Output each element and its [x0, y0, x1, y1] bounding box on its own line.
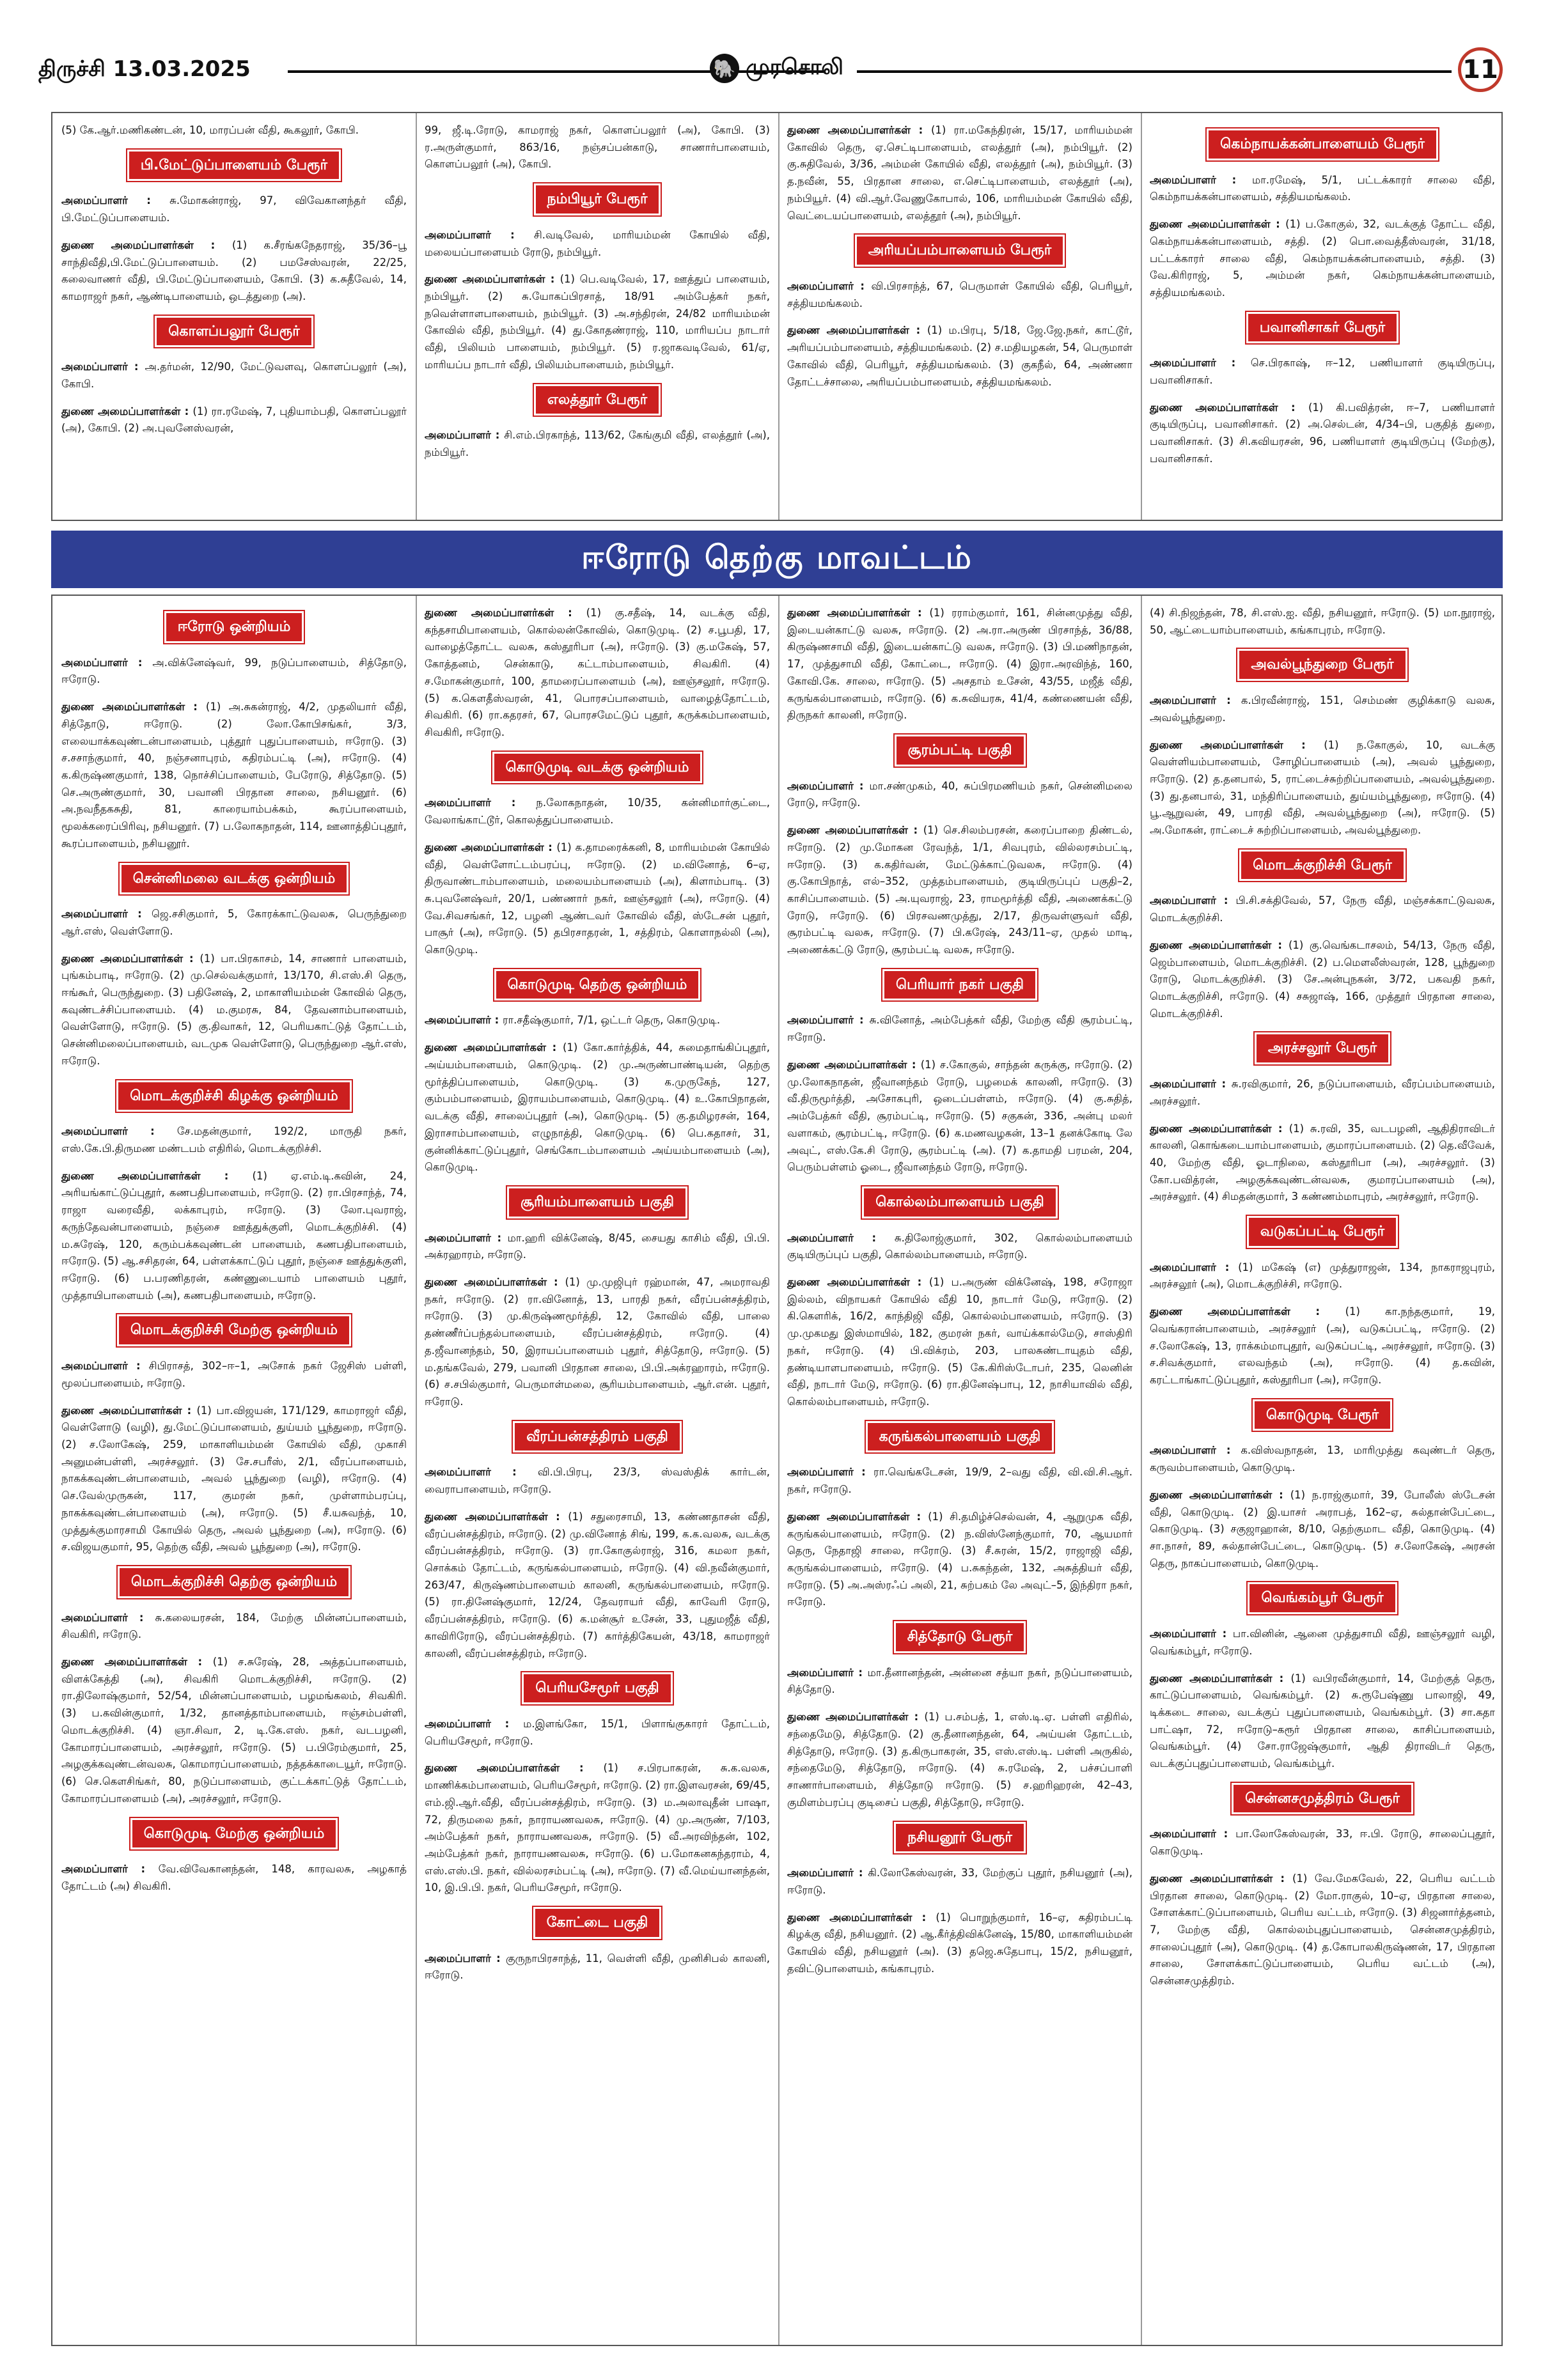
masthead-rule-right — [857, 70, 1452, 73]
role-label: துணை அமைப்பாளர்கள் : — [787, 607, 930, 619]
listing-paragraph — [787, 1230, 1132, 1264]
role-label: அமைப்பாளர் : — [787, 279, 872, 292]
role-label: அமைப்பாளர் : — [1150, 694, 1241, 707]
listing-text: மா.ரமேஷ், 5/1, பட்டக்காரர் சாலை வீதி, கெம்நாயக்கன்பாளையம், சத்தியமங்கலம். — [1150, 173, 1495, 203]
role-label: அமைப்பாளர் : — [1150, 1828, 1236, 1840]
listing-text: ஜெ.சசிகுமார், 5, கோரக்காட்டுவலசு, பெருந்துறை ஆர்.எஸ், வெள்ளோடு. — [61, 908, 407, 937]
listing-paragraph — [61, 1610, 407, 1644]
listing-paragraph — [1150, 1487, 1495, 1573]
listing-text: வே.விவேகானந்தன், 148, காரவலசு, அழகாத் தோட்டம் (அ) சிவகிரி. — [61, 1863, 407, 1892]
section-heading: எலத்தூர் பேரூர் — [534, 384, 661, 416]
top-section — [51, 112, 1503, 521]
role-label: அமைப்பாளர் : — [61, 194, 170, 207]
listing-paragraph — [425, 1760, 770, 1897]
role-label: அமைப்பாளர் : — [61, 1360, 149, 1373]
section-heading: கெம்நாயக்கன்பாளையம் பேரூர் — [1207, 128, 1438, 160]
role-label: துணை அமைப்பாளர்கள் : — [1150, 738, 1324, 751]
role-label: துணை அமைப்பாளர்கள் : — [425, 841, 557, 853]
section-heading: வீரப்பன்சத்திரம் பகுதி — [513, 1421, 682, 1453]
listing-text: (1) சி.தமிழ்ச்செல்வன், 4, ஆறுமுக வீதி, கருங்கல்பாளையம், ஈரோடு. (2) ந.விஸ்னேந்குமார், 70, ஆயமார் தெரு, நேதாஜி சாலை, ஈரோடு. (3) சீ.சுரன், 15/2, ராஜாஜி வீதி, கருங்கல்பாளையம், ஈரோடு. (4) ப.சுகந்தன், 132, அசுத்தியர் வீதி, ஈரோடு. (5) அ.அஸ்ரஃப் அலி, 21, சுற்பகம் லே அவுட்–5, இந்திரா நகர், ஈரோடு. — [787, 1510, 1133, 1608]
listing-paragraph — [425, 427, 770, 461]
listing-text: ம.இளங்கோ, 15/1, பிளாங்குகாரர் தோட்டம், பெரியசேமூர், ஈரோடு. — [425, 1717, 770, 1747]
listing-paragraph — [1150, 1626, 1495, 1660]
section-heading: அவல்பூந்துறை பேரூர் — [1237, 649, 1407, 681]
listing-paragraph — [61, 359, 407, 393]
listing-text: அ.விக்னேஷ்வர், 99, நடுப்பாளையம், சித்தோடு, ஈரோடு. — [61, 656, 407, 686]
role-label: அமைப்பாளர் : — [787, 1014, 870, 1027]
listing-text: (1) மகேஷ் (எ) முத்துராஜன், 134, நாகராஜபுரம், அரச்சலூர் (அ), மொடக்குறிச்சி, ஈரோடு. — [1150, 1261, 1495, 1291]
role-label: அமைப்பாளர் : — [61, 1611, 155, 1624]
role-label: அமைப்பாளர் : — [1150, 1078, 1232, 1091]
role-label: துணை அமைப்பாளர்கள் : — [425, 607, 586, 619]
bottom-column-2 — [425, 605, 770, 1995]
role-label: துணை அமைப்பாளர்கள் : — [1150, 1488, 1290, 1501]
role-label: அமைப்பாளர் : — [1150, 894, 1236, 907]
listing-text: (1) கி.பவித்ரன், ஈ–7, பணியாளர் குடியிருப்பு, பவானிசாகர். (2) அ.செல்டன், 4/34–பி, பகுதித் துறை, பவானிசாகர். (3) சி.கவியரசன், 96, பணியாளர் குடியிருப்பு (மேற்கு), பவானிசாகர். — [1150, 401, 1495, 465]
role-label: அமைப்பாளர் : — [1150, 1628, 1233, 1640]
listing-text: அ.தர்மன், 12/90, மேட்டுவளவு, கொளப்பலூர் (அ), கோபி. — [61, 361, 407, 390]
listing-paragraph — [425, 1716, 770, 1750]
listing-paragraph — [425, 1509, 770, 1662]
section-heading: ஈரோடு ஒன்றியம் — [164, 611, 304, 643]
page-number: 11 — [1458, 47, 1503, 92]
section-heading: மொடக்குறிச்சி தெற்கு ஒன்றியம் — [118, 1566, 350, 1598]
section-heading: நசியனூர் பேரூர் — [894, 1822, 1026, 1854]
listing-paragraph — [787, 322, 1132, 391]
listing-text: (1) மு.முஜிபுர் ரஹ்மான், 47, அமராவதி நகர், ஈரோடு. (2) ரா.வினோத், 13, பாரதி நகர், வீரப்பன்சத்திரம், ஈரோடு. (3) மு.கிருஷ்ணமூர்த்தி, 12, கோவில் வீதி, பாலை தண்ணீர்ப்பந்தல்பாளையம், வீரப்பன்சத்திரம், ஈரோடு. (4) த.ஜீவானந்தம், 50, இராயப்பாளையம் புதூர், சித்தோடு, ஈரோடு. (5) ம.தங்கவேல், 279, பவானி பிரதான சாலை, பி.பி.அக்ரஹாரம், ஈரோடு. (6) ச.சபில்குமார், பெருமாள்மலை, சூரியம்பாளையம், ஆர்.என். புதூர், ஈரோடு. — [425, 1276, 770, 1408]
listing-text: (1) செ.சிலம்பரசன், கரைப்பாறை திண்டல், ஈரோடு. (2) மு.மோகன ரேவந்த், 1/1, சிவபுரம், வில்லரசம்பட்டி, ஈரோடு. (3) க.கதிர்வன், மேட்டுக்காட்டுவலசு, ஈரோடு. (4) கு.கோபிநாத், எல்–352, முத்தம்பாளையம், குடியிருப்புப் பகுதி–2, காசிப்பாளையம். (5) அ.யுவராஜ், 23, ராமமூர்த்தி வீதி, அணைக்கட்டு ரோடு, ஈரோடு. (6) பிரசவணமுத்து, 2/17, திருவள்ளுவர் வீதி, சூரம்பட்டி வலசு, ஈரோடு. (7) பி.கரேஷ், 243/11–ஏ, முதல் மாடி, அணைக்கட்டு ரோடு, சூரம்பட்டி வலசு, ஈரோடு. — [787, 824, 1133, 956]
listing-text: (1) ச.பிரபாகரன், சு.க.வலசு, மாணிக்கம்பாளையம், பெரியசேமூர், ஈரோடு. (2) ரா.இளவரசன், 69/45, எம்.ஜி.ஆர்.வீதி, வீரப்பன்சத்திரம், ஈரோடு. (3) ம.அலாவுதீன் பாஷா, 72, திருமலை நகர், நாராயணவலசு, ஈரோடு. (4) மு.அருண், 7/103, அம்பேத்கர் நகர், நாராயணவலசு, ஈரோடு. (5) வீ.அரவிந்தன், 102, அம்பேத்கர் நகர், நாராயணவலசு, ஈரோடு. (6) ப.மோகனகந்தராம், 4, எஸ்.எஸ்.பி. நகர், வில்லரசம்பட்டி (அ), ஈரோடு. (7) வீ.மெய்யானந்தன், 10, இ.பி.பி. நகர், பெரியசேமூர், ஈரோடு. — [425, 1762, 770, 1894]
section-heading: நம்பியூர் பேரூர் — [534, 183, 661, 215]
role-label: அமைப்பாளர் : — [787, 779, 870, 792]
role-label: அமைப்பாளர் : — [425, 797, 537, 809]
role-label: துணை அமைப்பாளர்கள் : — [425, 273, 560, 286]
section-heading: கொடுமுடி வடக்கு ஒன்றியம் — [492, 752, 703, 784]
role-label: துணை அமைப்பாளர்கள் : — [787, 1510, 928, 1523]
role-label: துணை அமைப்பாளர்கள் : — [787, 1911, 936, 1924]
listing-paragraph — [61, 655, 407, 688]
listing-text: (1) பா.விஜயன், 171/129, காமராஜர் வீதி, வெள்ளோடு (வழி), து.மேட்டுப்பாளையம், துய்யம் பூந்துறை, ஈரோடு. (2) ச.லோகேஷ், 259, மாகாளியம்மன் கோயில் வீதி, முகாசி அனுமன்பள்ளி, அரச்சலூர். (3) சே.சபரீஸ், 2/1, வீரப்பாளையம், நாகக்கவுண்டன்பாளையம், அவல் பூந்துறை (வழி), ஈரோடு. (4) செ.வேல்முருகன், 117, குமரன் நகர், முள்ளாம்பரப்பு, நாகக்கவுண்டன்பாளையம் (அ), ஈரோடு. (5) சீ.யசுவந்த், 10, முத்துக்குமாரசாமி கோயில் தெரு, அவல் பூந்துறை (அ), ஈரோடு. (6) ச.விஜயகுமார், 95, தெற்கு வீதி, அவல் பூந்துறை (அ), ஈரோடு. — [61, 1404, 407, 1553]
listing-paragraph — [1150, 1670, 1495, 1773]
role-label: துணை அமைப்பாளர்கள் : — [61, 1404, 197, 1417]
section-heading: கருங்கல்பாளையம் பகுதி — [866, 1421, 1054, 1453]
role-label: அமைப்பாளர் : — [425, 1952, 506, 1964]
bottom-column-1 — [61, 605, 407, 1906]
section-heading: கொளப்பலூர் பேரூர் — [155, 316, 313, 348]
listing-text: பா.வினின், ஆனை முத்துசாமி வீதி, ஊஞ்சலூர் வழி, வெங்கம்பூர், ஈரோடு. — [1150, 1628, 1495, 1657]
listing-paragraph — [1150, 605, 1495, 639]
role-label: துணை அமைப்பாளர்கள் : — [61, 701, 206, 713]
listing-text: ந.லோகநாதன், 10/35, கன்னிமார்குட்டை, வேலாங்காட்டூர், கொலத்துப்பாளையம். — [425, 797, 770, 827]
section-heading: பவானிசாகர் பேரூர் — [1246, 312, 1398, 344]
listing-text: வி.பி.பிரபு, 23/3, ஸ்வஸ்திக் கார்டன், வைராபாளையம், ஈரோடு. — [425, 1466, 770, 1496]
listing-paragraph — [1150, 172, 1495, 206]
role-label: துணை அமைப்பாளர்கள் : — [787, 1058, 921, 1071]
listing-text: (1) ச.சுரேஷ், 28, அத்தப்பாளையம், விளக்கேத்தி (அ), சிவகிரி மொடக்குறிச்சி, ஈரோடு. (2) ரா.திலோஷ்குமார், 52/54, மின்னப்பாளையம், பழமங்கலம், சிவகிரி. (3) ப.கவின்குமார், 1/32, தானத்தாம்பாளையம், ஈஞ்சம்பள்ளி, மொடக்குறிச்சி. (4) ஞா.சிவா, 2, டி.கே.எஸ். நகர், வடபழனி, கோமாரப்பாளையம், அரச்சலூர், ஈரோடு. (5) ப.பிரேம்குமார், 25, அழகுக்கவுண்டன்வலசு, கொமாரப்பாளையம், நத்தக்காடையூர், ஈரோடு. (6) செ.கௌசிங்கர், 80, நடுப்பாளையம், குட்டக்காட்டுத் தோட்டம், கோமாரப்பாளையம் (அ), அரச்சலூர், ஈரோடு. — [61, 1656, 407, 1805]
top-column-1 — [61, 122, 407, 447]
listing-text: சு.திலோஜ்குமார், 302, கொல்லம்பாளையம் குடியிருப்புப் பகுதி, கொல்லம்பாளையம், ஈரோடு. — [787, 1231, 1132, 1261]
role-label: துணை அமைப்பாளர்கள் : — [787, 324, 927, 337]
listing-paragraph — [61, 1403, 407, 1556]
listing-text: (1) ப.அருண் விக்னேஷ், 198, சரோஜா இல்லம், விநாயகர் கோயில் வீதி 10, நாடார் மேடு, ஈரோடு. (2) கி.கௌரிக், 16/2, காந்திஜி வீதி, கொல்லம்பாளையம், ஈரோடு. (3) மு.முகமது இஸ்மாயில், 182, குமரன் நகர், வாய்க்கால்மேடு, சாஸ்திரி நகர், ஈரோடு. (4) பி.விக்ரம், 203, பாலசுண்டாயுதம் வீதி, தண்டியாளபாளையம், ஈரோடு. (5) கே.கிரிஸ்டோபர், 235, லெனின் வீதி, நாடார் மேடு, ஈரோடு. (6) ரா.தினேஷ்பாபு, 12, நாசியாவில் வீதி, கொல்லம்பாளையம், ஈரோடு. — [787, 1276, 1132, 1408]
listing-paragraph — [61, 1654, 407, 1807]
role-label: அமைப்பாளர் : — [61, 1863, 159, 1876]
section-heading: கொடுமுடி மேற்கு ஒன்றியம் — [130, 1818, 338, 1850]
listing-text: (1) ம.பிரபு, 5/18, ஜே.ஜே.நகர், காட்டூர், அரியப்பம்பாளையம், சத்தியமங்கலம். (2) ச.மதியழகன், 54, பெருமாள் கோவில் வீதி, பெரியூர், சத்தியமங்கலம். (3) குகநீல், 64, அண்ணா தோட்டச்சாலை, அரியப்பம்பாளையம், சத்தியமங்கலம். — [787, 324, 1132, 388]
role-label: அமைப்பாளர் : — [61, 656, 153, 669]
section-heading: கொடுமுடி பேரூர் — [1253, 1399, 1392, 1431]
listing-text: (1) பொறுந்குமார், 16–ஏ, கதிரம்பட்டி கிழக்கு வீதி, நசியனூர். (2) ஆ.கீர்த்திவிக்னேஷ், 15/80, மாகாளியம்மன் கோயில் வீதி, நசியனூர் (அ). (3) தஜெ.சுதேபாபு, 15/2, நசியனூர், தவிட்டுபாளையம், கங்காபுரம். — [787, 1911, 1133, 1975]
role-label: துணை அமைப்பாளர்கள் : — [61, 405, 193, 417]
listing-paragraph — [61, 951, 407, 1070]
section-heading: கோட்டை பகுதி — [533, 1907, 662, 1939]
listing-paragraph — [787, 1509, 1132, 1611]
listing-paragraph — [61, 1861, 407, 1895]
newspaper-logo — [710, 54, 843, 83]
listing-paragraph — [61, 403, 407, 437]
listing-text: சு.ரவிகுமார், 26, நடுப்பாளையம், வீரப்பம்பாளையம், அரச்சலூர். — [1150, 1078, 1495, 1107]
listing-text: பா.லோகேஸ்வரன், 33, ஈ.பி. ரோடு, சாலைப்புதூர், கொடுமுடி. — [1150, 1828, 1495, 1858]
listing-text: (1) பா.பிரகாசம், 14, சாணார் பாளையம், புங்கம்பாடி, ஈரோடு. (2) மு.செல்வக்குமார், 13/170, சி.எஸ்.சி தெரு, ஈங்கூர், பெருந்துறை. (3) பதினேஷ், 2, மாகாளியம்மன் கோவில் தெரு, கவுண்டச்சிப்பாளையம். (4) ம.குமரசு, 84, தேவனாம்பாளையம், வெள்ளோடு, ஈரோடு. (5) கு.திவாகர், 12, பெரியகாட்டுத் தோட்டம், சென்னிமலைப்பாளையம், வடமுக வெள்ளோடு, பெருந்துறை ஆர்.எஸ், ஈரோடு. — [61, 952, 407, 1067]
listing-text: சே.மதன்குமார், 192/2, மாருதி நகர், எஸ்.கே.பி.திருமண மண்டபம் எதிரில், மொடக்குறிச்சி. — [61, 1125, 407, 1155]
role-label: துணை அமைப்பாளர்கள் : — [425, 1276, 565, 1288]
listing-paragraph — [1150, 1442, 1495, 1476]
section-heading: வெங்கம்பூர் பேரூர் — [1248, 1582, 1397, 1614]
section-heading: அரச்சலூர் பேரூர் — [1255, 1032, 1390, 1064]
listing-paragraph — [787, 822, 1132, 959]
listing-paragraph — [787, 1665, 1132, 1699]
role-label: துணை அமைப்பாளர்கள் : — [425, 1510, 568, 1523]
role-label: அமைப்பாளர் : — [1150, 1261, 1239, 1273]
section-heading: மொடக்குறிச்சி மேற்கு ஒன்றியம் — [117, 1314, 351, 1346]
listing-paragraph — [425, 122, 770, 173]
column-divider — [1141, 113, 1142, 520]
column-divider — [416, 113, 417, 520]
listing-paragraph — [61, 1358, 407, 1392]
listing-paragraph — [425, 1012, 770, 1029]
role-label: துணை அமைப்பாளர்கள் : — [61, 238, 232, 251]
role-label: துணை அமைப்பாளர்கள் : — [61, 1169, 253, 1182]
listing-text: (1) வபிரவீன்குமார், 14, மேற்குத் தெரு, காட்டுப்பாளையம், வெங்கம்பூர். (2) சு.ரூபேஷ்ணு பாலாஜி, 49, டிக்கடை சாலை, வடக்குப் புதுப்பாளையம், வெங்கம்பூர். (3) சா.கதா பாட்ஷா, 72, ஈரோடு–கரூர் பிரதான சாலை, காசிப்பாளையம், வெங்கம்பூர். (4) சோ.ராஜேஷ்குமார், ஆதி திராவிடர் தெரு, வடக்குப்புதுப்பாளையம், வெங்கம்பூர். — [1150, 1672, 1495, 1770]
listing-text: (1) சு.ரவி, 35, வடபழனி, ஆதிதிராவிடர் காலனி, கொங்கடையாம்பாளையம், குமாரப்பாளையம். (2) தெ.வீவேக், 40, மேற்கு வீதி, ஓடாநிலை, கஸ்தூரிபா (அ), அரச்சலூர். (3) கோ.பவித்ரன், அழகுக்கவுண்டன்வலசு, குமாரப்பாளையம் (அ), அரச்சலூர். (4) சிமதன்குமார், 3 கண்ணம்மாபுரம், அரச்சலூர், ஈரோடு. — [1150, 1122, 1495, 1203]
role-label: அமைப்பாளர் : — [787, 1231, 895, 1244]
listing-text: (1) க.சீரங்கநேதராஜ், 35/36–பூ சாந்திவீதி,பி.மேட்டுப்பாளையம். (2) பமசேஸ்வரன், 22/25, கலைவாணர் வீதி, பி.மேட்டுப்பாளையம், கோபி. (3) க.சுதீவேல், 14, காமராஜர் நகர், ஆண்டிபாளையம், ஒடத்துறை (அ). — [61, 238, 407, 302]
listing-paragraph — [61, 906, 407, 940]
listing-paragraph — [425, 795, 770, 828]
listing-paragraph — [425, 227, 770, 261]
listing-paragraph — [1150, 355, 1495, 389]
listing-text: (1) கோ.கார்த்திக், 44, சுமைதாங்கிப்புதூர், அய்யம்பாளையம், கொடுமுடி. (2) மு.அருண்பாண்டியன், தெற்கு மூர்த்திப்பாளையம், கொடுமுடி. (3) க.முருகேந், 127, கும்பம்பாளையம், இராயம்பாளையம், கொடுமுடி. (4) உ.கோபிநாதன், வடக்கு வீதி, சாலைப்புதூர் (அ), கொடுமுடி. (5) கு.தமிழரசன், 164, இராசாம்பாளையம், எழுநாத்தி, கொடுமுடி. (6) பெ.கதாசர், 31, குன்னிக்காட்டுப்புதூர், செங்கோடம்பாளையம் அய்யம்பாளையம் (அ), கொடுமுடி. — [425, 1041, 770, 1174]
role-label: அமைப்பாளர் : — [425, 1231, 508, 1244]
listing-paragraph — [1150, 1303, 1495, 1389]
section-heading: பி.மேட்டுப்பாளையம் பேரூர் — [127, 150, 341, 182]
listing-text: (1) ப.கோகுல், 32, வடக்குத் தோட்ட வீதி, கெம்நாயக்கன்பாளையம், சத்தி. (2) பொ.வைத்தீஸ்வரன், 31/18, பட்டக்காரர் சாலை வீதி, கெம்நாயக்கன்பாளையம், சத்தி. (3) வே.கிரிராஜ், 5, அம்மன் நகர், கெம்நாயக்கன்பாளையம், சத்தியமங்கலம். — [1150, 218, 1496, 299]
listing-text: (1) வே.மேகவேல், 22, பெரிய வட்டம் பிரதான சாலை, கொடுமுடி. (2) மோ.ராகுல், 10–ஏ, பிரதான சாலை, சோளக்காட்டுப்பாளையம், பெரிய வட்டம், ஈரோடு. (3) சிஜனார்த்தனம், 7, மேற்கு வீதி, கொல்லம்புதுப்பாளையம், சென்னசமுத்திரம், சாலைப்புதூர் (அ), கொடுமுடி. (4) த.கோபாலகிருஷ்ணன், 17, பிரதான சாலை, சோளக்காட்டுப்பாளையம், பெரிய வட்டம் (அ), சென்னசமுத்திரம். — [1150, 1872, 1495, 1987]
district-banner: ஈரோடு தெற்கு மாவட்டம் — [51, 531, 1503, 588]
listing-paragraph — [1150, 1871, 1495, 1990]
section-heading: சென்னசமுத்திரம் பேரூர் — [1232, 1783, 1413, 1815]
role-label: துணை அமைப்பாளர்கள் : — [1150, 1305, 1345, 1318]
listing-paragraph — [787, 1057, 1132, 1176]
role-label: அமைப்பாளர் : — [1150, 357, 1251, 369]
listing-text: குருநாபிரசாந்த், 11, வெள்ளி வீதி, முனிசிபல் காலனி, ஈரோடு. — [425, 1952, 770, 1982]
listing-text: (1) ந.கோகுல், 10, வடக்கு வெள்ளியம்பாளையம், சோழிப்பாளையம் (அ), அவல் பூந்துறை, ஈரோடு. (2) த.தனபால், 5, ராட்டைச்சுற்றிப்பாளையம், அவல்பூந்துறை. (3) து.தனபால், 31, மந்திரிப்பாளையம், துய்யம்பூந்துறை, ஈரோடு. (4) பூ.ஆறுவன், 49, பாரதி வீதி, அவல்பூந்துறை (அ), ஈரோடு. (5) அ.மோகன், ராட்டைச் சுற்றிப்பாளையம், அவல்பூந்துறை. — [1150, 738, 1496, 837]
role-label: துணை அமைப்பாளர்கள் : — [425, 1762, 604, 1775]
bottom-column-4 — [1150, 605, 1495, 2000]
column-divider — [416, 596, 417, 2345]
role-label: அமைப்பாளர் : — [425, 228, 534, 241]
listing-text: (1) ச.கோகுல், சாந்தன் கருக்கு, ஈரோடு. (2) மு.லோகநாதன், ஜீவானந்தம் ரோடு, பழமைக் காலனி, ஈரோடு. (3) வீ.திருமூர்த்தி, அசோகபுரி, ஒடைப்பள்ளம், ஈரோடு. (4) கு.சுதித், அம்பேத்கர் வீதி, சூரம்பட்டி, ஈரோடு. (5) சகுகன், 336, அன்பு மலர் வளாகம், சூரம்பட்டி, ஈரோடு. (6) க.மணவழகன், 13–1 தனக்கோடி லே அவுட், எஸ்.கே.சி ரோடு, சூரம்பட்டி (அ). (7) க.தாமதி பரமன், 204, பெரும்பள்ளம் ஓடை, ஜீவானந்தம் ரோடு, ஈரோடு. — [787, 1058, 1132, 1174]
column-divider — [778, 596, 779, 2345]
edition-date: திருச்சி 13.03.2025 — [38, 56, 251, 82]
listing-text: கி.லோகேஸ்வரன், 33, மேற்குப் புதூர், நசியனூர் (அ), ஈரோடு. — [787, 1867, 1132, 1896]
listing-text: (1) கா.நந்தகுமார், 19, வெங்கரான்பாளையம், அரச்சலூர் (அ), வடுகப்பட்டி, ஈரோடு. (2) ச.லோகேஷ், 13, ராக்கம்மாபுதூர், வடுகப்பட்டி, அரச்சலூர், ஈரோடு. (3) ச.சிவக்குமார், எலவந்தம் (அ), ஈரோடு. (4) த.கவின், கரட்டாங்காட்டுப்புதூர், கஸ்தூரிபா (அ), ஈரோடு. — [1150, 1305, 1495, 1387]
listing-paragraph — [61, 699, 407, 852]
listing-paragraph — [787, 1012, 1132, 1046]
role-label: துணை அமைப்பாளர்கள் : — [787, 1711, 925, 1723]
listing-paragraph — [425, 1950, 770, 1984]
listing-paragraph — [425, 1230, 770, 1264]
listing-text: மா.தீனானந்தன், அன்னை சத்யா நகர், நடுப்பாளையம், சித்தோடு. — [787, 1666, 1132, 1696]
section-heading: சித்தோடு பேரூர் — [894, 1621, 1026, 1653]
listing-text: (5) கே.ஆர்.மணிகண்டன், 10, மாரப்பன் வீதி, கூகலூர், கோபி. — [61, 124, 359, 136]
listing-paragraph — [787, 1909, 1132, 1978]
listing-text: 99, ஜீ.டி.ரோடு, காமராஜ் நகர், கொளப்பலூர் (அ), கோபி. (3) ர.அருள்குமார், 863/16, நஞ்சப்பன்காடு, சாணார்பாளையம், கொளப்பலூர் (அ), கோபி. — [425, 124, 770, 171]
bottom-section — [51, 595, 1503, 2346]
role-label: துணை அமைப்பாளர்கள் : — [61, 1656, 213, 1668]
role-label: அமைப்பாளர் : — [61, 361, 145, 373]
listing-paragraph — [1150, 937, 1495, 1023]
section-heading: அரியப்பம்பாளையம் பேரூர் — [855, 235, 1065, 267]
listing-paragraph — [425, 1039, 770, 1176]
listing-text: ரா.சதீஷ்குமார், 7/1, ஒட்டர் தெரு, கொடுமுடி. — [503, 1014, 721, 1027]
listing-text: க.விஸ்வநாதன், 13, மாரிமுத்து கவுண்டர் தெரு, கருவம்பாளையம், கொடுமுடி. — [1150, 1444, 1495, 1474]
role-label: அமைப்பாளர் : — [425, 1466, 538, 1479]
listing-text: (1) ஏ.எம்.டி.கவின், 24, அரியங்காட்டுப்புதூர், கணபதிபாளையம், ஈரோடு. (2) ரா.பிரசாந்த், 74, ராஜா வரைவீதி, லக்காபுரம், ஈரோடு. (3) லோ.புவராஜ், கருந்தேவன்பாளையம், நஞ்சை ஊத்துக்குளி, மொடக்குறிச்சி. (4) ம.சுரேஷ், 120, கரும்பக்கவுண்டன் பாளையம், கணபதிபாளையம், ஈரோடு. (5) ஆ.சசிதரன், 64, பள்ளக்காட்டுப் புதூர், நஞ்சை ஊத்துக்குளி, ஈரோடு. (6) ப.பரணிதரன், கண்ணுடையாம் பாளையம் புதூர், முத்தாயிபாளையம் (அ), கணபதிபாளையம், ஈரோடு. — [61, 1169, 407, 1302]
listing-paragraph — [425, 271, 770, 373]
listing-text: (1) ப.சம்பத், 1, எஸ்.டி.ஏ. பள்ளி எதிரில், சந்தைமேடு, சித்தோடு. (2) கு.தீனானந்தன், 64, அய்யன் தோட்டம், சித்தோடு, ஈரோடு. (3) த.கிருபாகரன், 35, எஸ்.எஸ்.டி. பள்ளி அருகில், சந்தைமேடு, சித்தோடு, ஈரோடு. (4) சு.ரமேஷ், 2, பச்சப்பாளி சாணார்பாளையம், சித்தோடு ஈரோடு. (5) ச.ஹரிஹரன், 42–43, குமிளம்பரப்பு குடிசைப் பகுதி, சித்தோடு, ஈரோடு. — [787, 1711, 1132, 1808]
listing-paragraph — [787, 1865, 1132, 1899]
listing-text: (4) சி.நிஜந்தன், 78, சி.எஸ்.ஐ. வீதி, நசியனூர், ஈரோடு. (5) மா.நூராஜ், 50, ஆட்டையாம்பாளையம், கங்காபுரம், ஈரோடு. — [1150, 607, 1495, 636]
listing-text: சு.மோகன்ராஜ், 97, விவேகானந்தர் வீதி, பி.மேட்டுப்பாளையம். — [61, 194, 407, 224]
bottom-column-3 — [787, 605, 1132, 1987]
listing-text: சிபிராசத், 302–ஈ–1, அசோக் நகர் ஜேசிஸ் பள்ளி, மூலப்பாளையம், ஈரோடு. — [61, 1360, 407, 1389]
listing-text: (1) ரா.மகேந்திரன், 15/17, மாரியம்மன் கோவில் தெரு, ஏ.செட்டிபாளையம், எலத்தூர் (அ), நம்பியூர். (2) கு.சுதிவேல், 3/36, அம்மன் கோயில் வீதி, எலத்தூர் (அ), நம்பியூர். (3) த.நவீன், 55, பிரதான சாலை, எ.செட்டிபாளையம், எலத்தூர் (அ), நம்பியூர். (4) வி.ஆர்.வேணுகோபால், 106, மாரியம்மன் கோயில் வீதி, வெட்டையப்பாளையம், எலத்தூர் (அ), நம்பியூர். — [787, 124, 1132, 222]
listing-paragraph — [1150, 1826, 1495, 1860]
listing-text: க.பிரவீன்ராஜ், 151, செம்மண் குழிக்காடு வலசு, அவல்பூந்துறை. — [1150, 694, 1495, 724]
section-heading: பெரியார் நகர் பகுதி — [882, 969, 1037, 1001]
role-label: அமைப்பாளர் : — [1150, 1444, 1241, 1457]
listing-text: (1) ரராம்குமார், 161, சின்னமுத்து வீதி, இடையன்காட்டு வலசு, ஈரோடு. (2) அ.ரா.அருண் பிரசாந்த், 36/88, கிருஷ்ணசாமி வீதி, இடையன்காட்டு வலசு, ஈரோடு. (3) பி.மணிநாதன், 17, முத்துசாமி வீதி, கோட்டை, ஈரோடு. (4) இரா.அரவிந்த், 160, கோவி.கே. சாலை, ஈரோடு. (5) அசதாம் உசேன், 43/55, மஜீத் வீதி, கருங்கல்பாளையம், ஈரோடு. (6) க.சுவியரசு, 41/4, கண்ணையன் வீதி, திருநகர் காலனி, ஈரோடு. — [787, 607, 1132, 722]
role-label: அமைப்பாளர் : — [425, 1014, 503, 1027]
top-column-4 — [1150, 122, 1495, 478]
listing-text: மா.சண்முகம், 40, சுப்பிரமணியம் நகர், சென்னிமலை ரோடு, ஈரோடு. — [787, 779, 1132, 809]
section-heading: பெரியசேமூர் பகுதி — [522, 1672, 672, 1704]
listing-paragraph — [787, 278, 1132, 312]
section-heading: மொடக்குறிச்சி கிழக்கு ஒன்றியம் — [116, 1080, 351, 1112]
section-heading: சூரியம்பாளையம் பகுதி — [507, 1186, 687, 1218]
listing-text: சு.கலையரசன், 184, மேற்கு மின்னப்பாளையம், சிவகிரி, ஈரோடு. — [61, 1611, 407, 1641]
role-label: துணை அமைப்பாளர்கள் : — [1150, 1872, 1292, 1885]
listing-paragraph — [61, 122, 407, 139]
role-label: துணை அமைப்பாளர்கள் : — [1150, 1122, 1289, 1135]
listing-paragraph — [1150, 1076, 1495, 1110]
listing-text: சு.வினோத், அம்பேத்கர் வீதி, மேற்கு வீதி சூரம்பட்டி, ஈரோடு. — [787, 1014, 1132, 1044]
listing-paragraph — [61, 1168, 407, 1305]
listing-text: (1) கு.சதீஷ், 14, வடக்கு வீதி, கந்தசாமிபாளையம், கொல்லன்கோவில், கொடுமுடி. (2) ச.பூபதி, 17, வாழைத்தோட்ட வலசு, கஸ்தூரிபா (அ), ஈரோடு. (3) கு.மகேஷ், 57, கோத்தனம், சென்காடு, கட்டாம்பாளையம், சிவகிரி. (4) ச.மோகன்குமார், 100, தாமரைப்பாளையம் (அ), ஊஞ்சலூர், ஈரோடு. (5) க.கௌதீஸ்வரன், 41, பொரசப்பாளையம், வாழைத்தோட்டம், சிவகிரி. (6) ரா.கதரசர், 67, பொரசமேட்டுப் புதூர், கருக்கம்பாளையம், சிவகிரி, ஈரோடு. — [425, 607, 770, 739]
section-heading: கொல்லம்பாளையம் பகுதி — [862, 1186, 1058, 1218]
section-heading: மொடக்குறிச்சி பேரூர் — [1239, 850, 1405, 882]
top-column-3 — [787, 122, 1132, 401]
listing-text: (1) அ.சுகன்ராஜ், 4/2, முதலியார் வீதி, சித்தோடு, ஈரோடு. (2) லோ.கோபிசங்கர், 3/3, எலையாக்கவுண்டன்பாளையம், புத்தூர் புதுப்பாளையம், ஈரோடு. (3) ச.சசாந்குமார், 40, நஞ்சனாபுரம், கதிரம்பட்டி (அ), ஈரோடு. (4) க.கிருஷ்ணகுமார், 138, நொச்சிப்பாளையம், பேரோடு, சித்தோடு. (5) செ.அருண்குமார், 30, பவானி பிரதான சாலை, நசியனூர். (6) அ.நவநீதகசுதி, 81, காரையாம்பக்கம், கூரப்பாளையம், மூலக்கரைப்பிரிவு, நசியனூர். (7) ப.லோகநாதன், 114, ஊனாத்திப்புதூர், கூரப்பாளையம், நசியனூர். — [61, 701, 407, 850]
listing-text: பி.சி.சக்திவேல், 57, நேரு வீதி, மஞ்சக்காட்டுவலசு, மொடக்குறிச்சி. — [1150, 894, 1495, 924]
listing-paragraph — [1150, 692, 1495, 726]
column-divider — [778, 113, 779, 520]
listing-paragraph — [787, 1464, 1132, 1498]
listing-paragraph — [787, 1274, 1132, 1411]
section-heading: சென்னிமலை வடக்கு ஒன்றியம் — [120, 863, 349, 895]
listing-paragraph — [425, 1274, 770, 1411]
masthead — [38, 51, 1503, 102]
listing-paragraph — [61, 192, 407, 226]
listing-text: ரா.வெங்கடேசன், 19/9, 2–வது வீதி, வி.வி.சி.ஆர். நகர், ஈரோடு. — [787, 1466, 1132, 1496]
section-heading: வடுகப்பட்டி பேரூர் — [1247, 1216, 1398, 1248]
listing-paragraph — [1150, 400, 1495, 468]
listing-paragraph — [425, 605, 770, 742]
listing-paragraph — [425, 1464, 770, 1498]
listing-paragraph — [1150, 216, 1495, 302]
role-label: துணை அமைப்பாளர்கள் : — [787, 824, 923, 837]
listing-text: (1) சதுரைசாமி, 13, கண்ணதாசன் வீதி, வீரப்பன்சத்திரம், ஈரோடு. (2) மு.வினோத் சிங், 199, க.க.வலசு, வடக்கு வீரப்பன்சத்திரம், ஈரோடு. (3) ரா.கோகுல்ராஜ், 316, கமலா நகர், சொக்கம் தோட்டம், கருங்கல்பாளையம், ஈரோடு. (4) வி.நவீன்குமார், 263/47, கிருஷ்ணம்பாளையம் காலனி, கருங்கல்பாளையம், ஈரோடு. (5) ரா.தினேஷ்குமார், 12/24, தேவராயர் வீதி, காவேரி ரோடு, வீரப்பன்சத்திரம், ஈரோடு. (6) க.மன்சூர் உசேன், 33, புதுமஜீத் வீதி, காவிரிரோடு, வீரப்பன்சத்திரம். (7) கார்த்திகேயன், 43/18, காமராஜர் காலனி, வீரப்பன்சத்திரம், ஈரோடு. — [425, 1510, 771, 1660]
section-heading: கொடுமுடி தெற்கு ஒன்றியம் — [494, 969, 701, 1001]
listing-paragraph — [1150, 1259, 1495, 1293]
role-label: அமைப்பாளர் : — [787, 1466, 874, 1479]
role-label: துணை அமைப்பாளர்கள் : — [787, 1276, 929, 1288]
listing-text: வி.பிரசாந்த், 67, பெருமாள் கோயில் வீதி, பெரியூர், சத்தியமங்கலம். — [787, 279, 1132, 309]
role-label: அமைப்பாளர் : — [787, 1666, 868, 1679]
elephant-icon: 🐘 — [710, 54, 739, 83]
role-label: அமைப்பாளர் : — [1150, 173, 1252, 186]
listing-text: (1) பெ.வடிவேல், 17, ஊத்துப் பாளையம், நம்பியூர். (2) சு.யோகப்பிரசாத், 18/91 அம்பேத்கர் நகர், நவெள்ளாளபாளையம், நம்பியூர். (3) அ.சந்திரன், 24/82 மாரியம்மன் கோவில் வீதி, நம்பியூர். (4) து.கோதண்ராஜ், 110, மாரியப்ப நாடார் வீதி, பிலியம் பாளையம், நம்பியூர். (5) ர.ஜாகவடிவேல், 61/ஏ, மாரியப்ப நாடார் வீதி, பிலியம்பாளையம், நம்பியூர். — [425, 273, 770, 371]
role-label: அமைப்பாளர் : — [61, 908, 152, 921]
listing-paragraph — [61, 1123, 407, 1157]
listing-text: சி.வடிவேல், மாரியம்மன் கோயில் வீதி, மலையப்பாளையம் ரோடு, நம்பியூர். — [425, 228, 770, 258]
newspaper-name: முரசொலி — [746, 54, 843, 80]
role-label: துணை அமைப்பாளர்கள் : — [61, 952, 200, 965]
listing-text: செ.பிரகாஷ், ஈ–12, பணியாளர் குடியிருப்பு, பவானிசாகர். — [1150, 357, 1495, 386]
role-label: துணை அமைப்பாளர்கள் : — [425, 1041, 563, 1054]
listing-paragraph — [787, 122, 1132, 224]
role-label: துணை அமைப்பாளர்கள் : — [1150, 1672, 1291, 1684]
section-heading: சூரம்பட்டி பகுதி — [895, 735, 1026, 766]
listing-text: (1) க.தாமரைக்கனி, 8, மாரியம்மன் கோயில் வீதி, வெள்ளோட்டம்பரப்பு, ஈரோடு. (2) ம.வினோத், 6–ஏ, திருவாண்டாம்பாளையம், மலையம்பாளையம் (அ), கிளாம்பாடி. (3) சு.புவனேஷ்வர், 20/1, பண்ணார் நகர், ஊஞ்சலூர் (அ), ஈரோடு. (4) வே.சிவசங்கர், 12, பழனி ஆண்டவர் கோவில் வீதி, ஸ்டேசன் புதூர், பாசூர் (அ), ஈரோடு. (5) தபிரசாதரன், 1, சத்திரம், கொளாநல்லி (அ), கொடுமுடி. — [425, 841, 771, 956]
role-label: அமைப்பாளர் : — [425, 429, 505, 442]
listing-text: (1) ரா.ரமேஷ், 7, புதியாம்பதி, கொளப்பலூர் (அ), கோபி. (2) அ.புவனேஸ்வரன், — [61, 405, 407, 435]
role-label: துணை அமைப்பாளர்கள் : — [1150, 401, 1308, 414]
listing-paragraph — [425, 839, 770, 959]
listing-paragraph — [1150, 892, 1495, 926]
top-column-2 — [425, 122, 770, 472]
role-label: அமைப்பாளர் : — [787, 1867, 868, 1879]
listing-paragraph — [61, 237, 407, 306]
listing-text: மா.ஹரி விக்னேஷ், 8/45, சையது காசிம் வீதி, பி.பி. அக்ரஹாரம், ஈரோடு. — [425, 1231, 770, 1261]
role-label: துணை அமைப்பாளர்கள் : — [1150, 218, 1286, 231]
listing-text: (1) ந.ராஜ்குமார், 39, போலீஸ் ஸ்டேசன் வீதி, கொடுமுடி. (2) இ.யாசர் அராபத், 162–ஏ, சுல்தான்பேட்டை, கொடுமுடி. (3) சகுஜாஹான், 8/10, தெற்குமாட வீதி, கொடுமுடி. (4) சா.நாசர், 89, சுல்தான்பேட்டை, கொடுமுடி. (5) ச.லோகேஷ், அரசன் தெரு, நாகப்பாளையம், கொடுமுடி. — [1150, 1488, 1496, 1569]
column-divider — [1141, 596, 1142, 2345]
role-label: துணை அமைப்பாளர்கள் : — [787, 124, 931, 136]
listing-paragraph — [1150, 737, 1495, 839]
role-label: அமைப்பாளர் : — [425, 1717, 524, 1730]
listing-paragraph — [787, 1709, 1132, 1811]
listing-text: (1) கு.வெங்கடாசலம், 54/13, நேரு வீதி, ஜெம்பாளையம், மொடக்குறிச்சி. (2) ப.மெளலீஸ்வரன், 128, பூந்துறை ரோடு, மொடக்குறிச்சி. (3) சே.அன்புநகன், 3/72, பகவதி நகர், மொடக்குறிச்சி, ஈரோடு. (4) சசுஜாஷ், 166, முத்தூர் பிரதான சாலை, மொடக்குறிச்சி. — [1150, 938, 1495, 1020]
listing-paragraph — [1150, 1121, 1495, 1206]
role-label: துணை அமைப்பாளர்கள் : — [1150, 938, 1288, 951]
role-label: அமைப்பாளர் : — [61, 1125, 177, 1138]
listing-paragraph — [787, 605, 1132, 724]
listing-paragraph — [787, 778, 1132, 812]
listing-text: சி.எம்.பிரகாந்த், 113/62, கேங்குமி வீதி, எலத்தூர் (அ), நம்பியூர். — [425, 429, 770, 458]
